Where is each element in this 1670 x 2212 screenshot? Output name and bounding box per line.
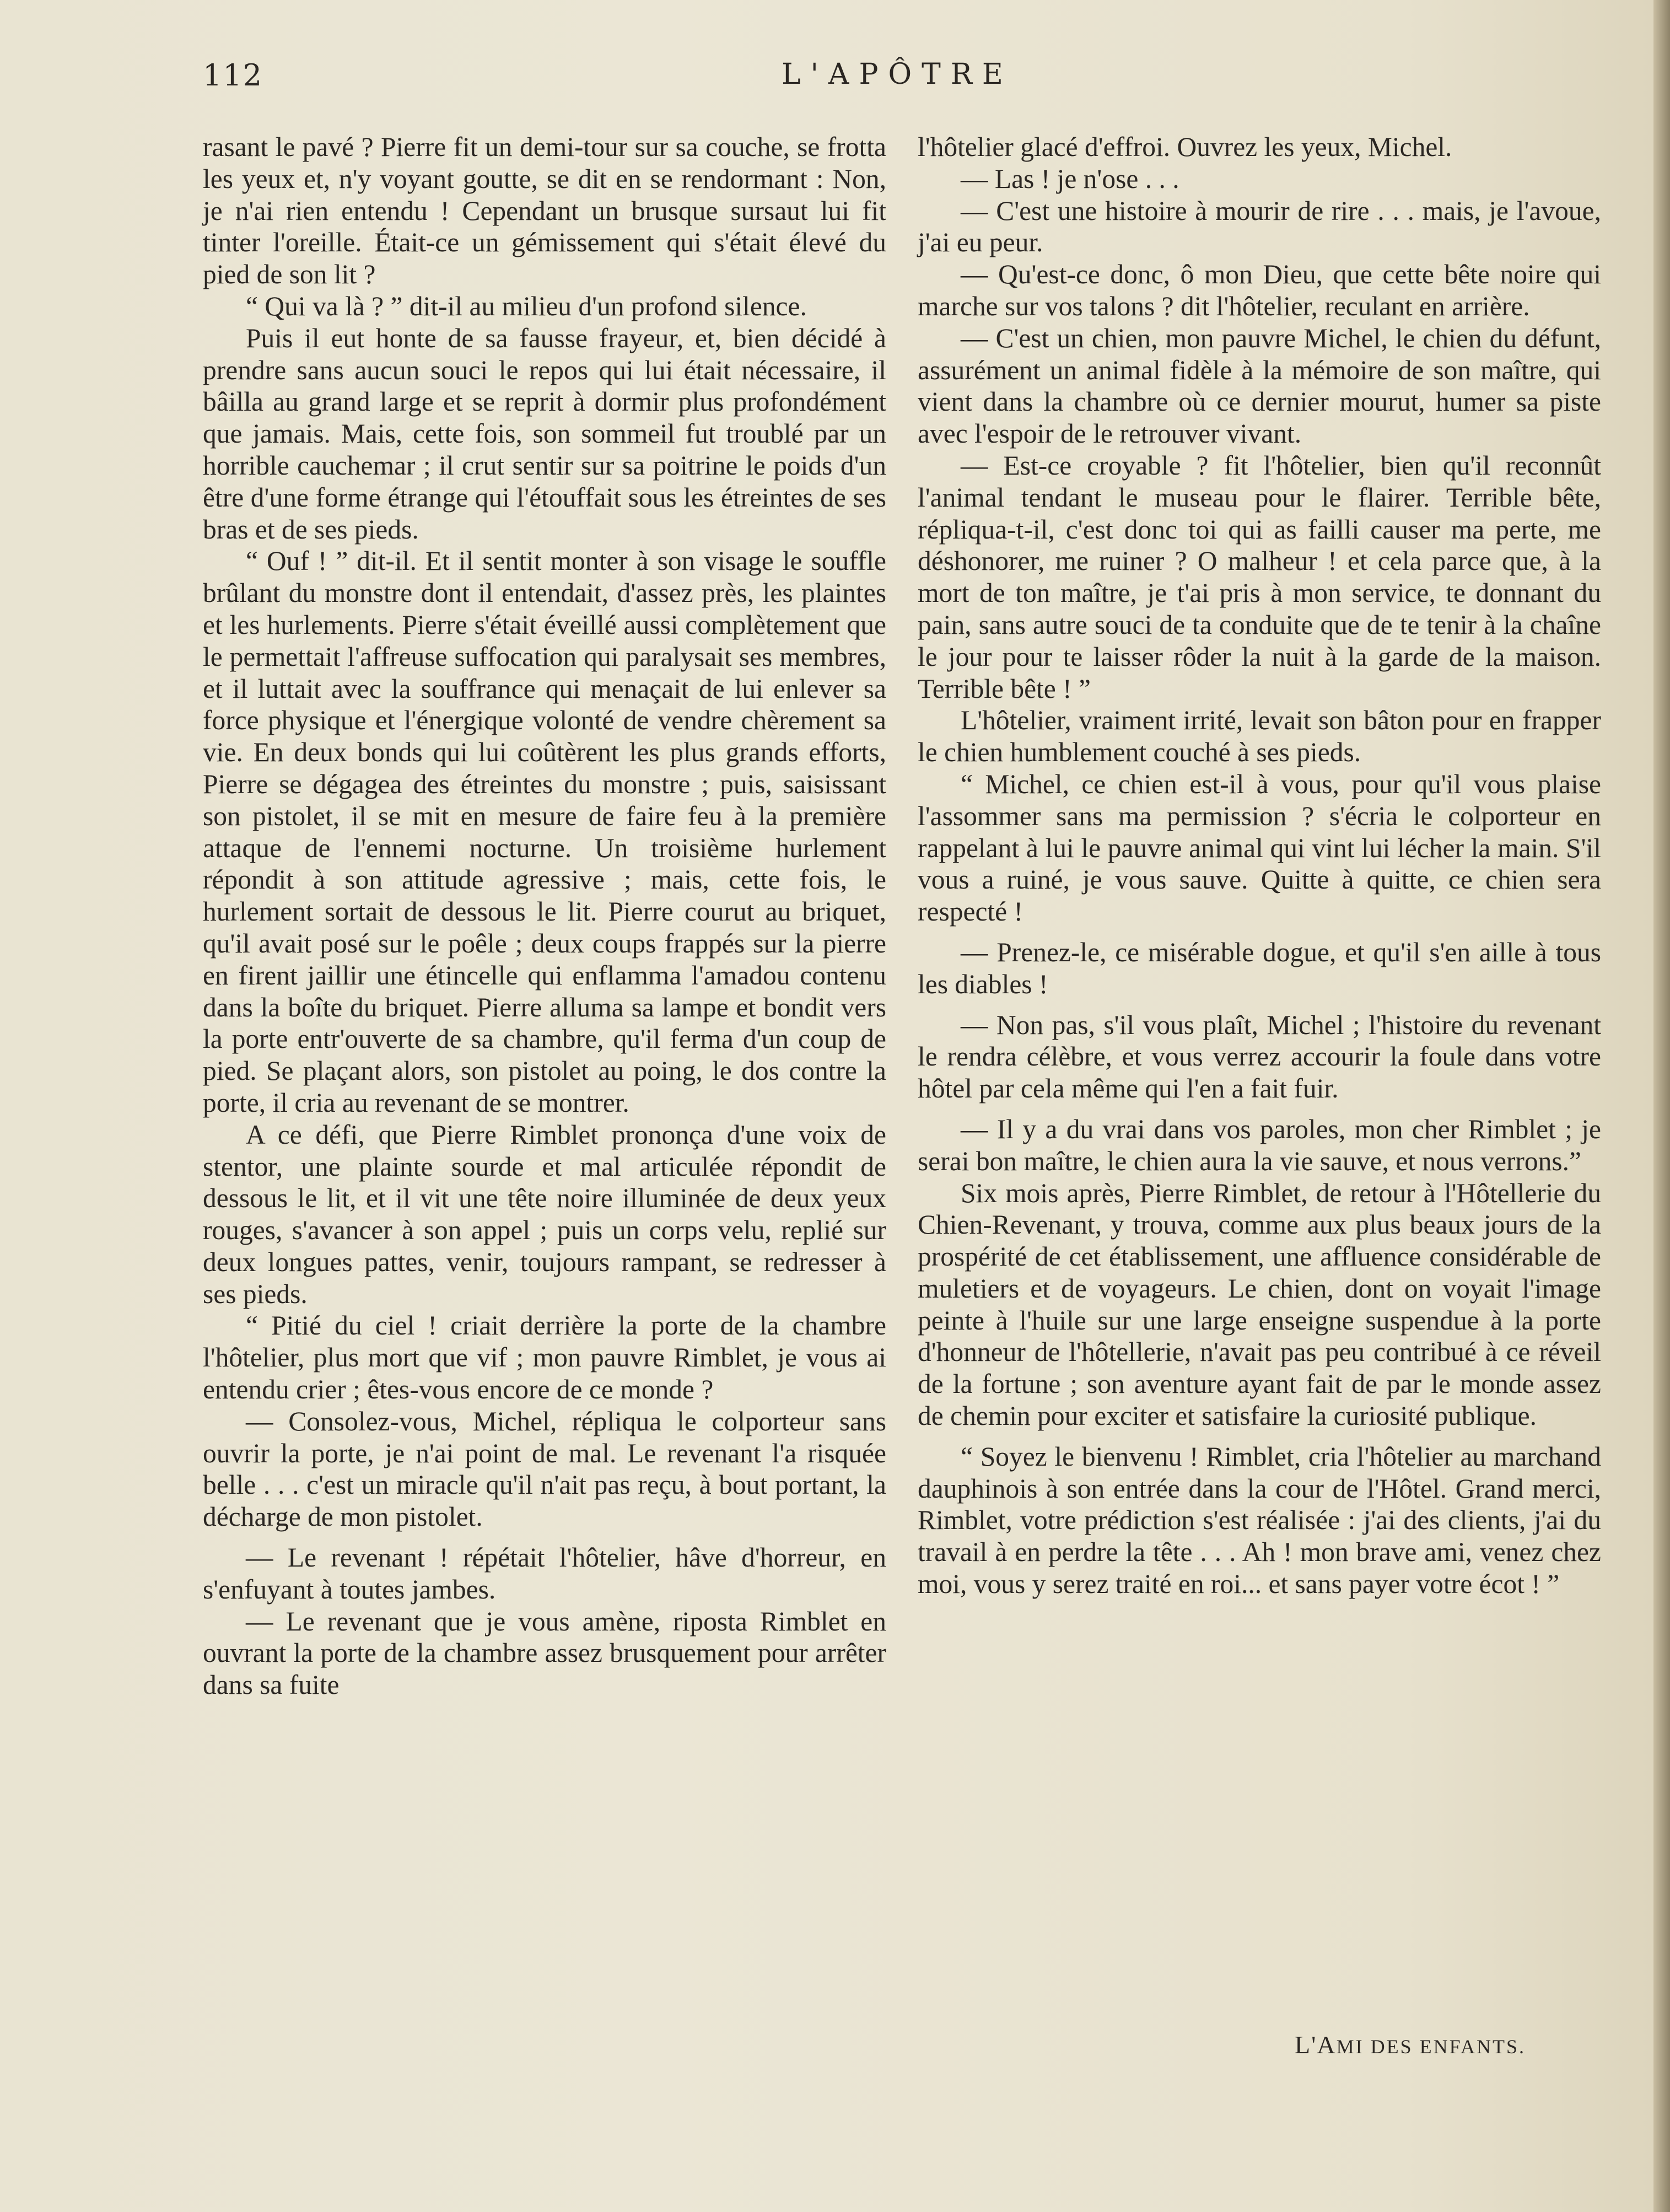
paragraph: — C'est une histoire à mourir de rire . . . mais, je l'avoue, j'ai eu peur. [918,195,1601,258]
paragraph: Six mois après, Pierre Rimblet, de retour à l'Hôtellerie du Chien-Revenant, y trouva, comme aux plus beaux jours de la prospérité de cet établissement, une affluence considérable de muletiers et de voyageurs. Le chien, dont on voyait l'image peinte à l'huile sur une large enseigne suspendue à la porte d'honneur de l'hôtellerie, n'avait pas peu contribué à ce réveil de la fortune ; son aventure ayant fait de par le monde assez de chemin pour exciter et satisfaire la curiosité publique. [918,1177,1601,1431]
paragraph: — Las ! je n'ose . . . [961,163,1179,194]
paragraph: “ Soyez le bienvenu ! Rimblet, cria l'hôtelier au marchand dauphinois à son entrée dans la cour de l'Hôtel. Grand merci, Rimblet, votre prédiction s'est réalisée : j'ai des clients, j'ai du travail à en perdre la tête . . . Ah ! mon brave ami, venez chez moi, vous y serez traité en roi... et sans payer votre écot ! ” [918,1441,1601,1600]
paragraph: — Consolez-vous, Michel, répliqua le colporteur sans ouvrir la porte, je n'ai point de mal. Le revenant l'a risquée belle . . . c'est un miracle qu'il n'ait pas reçu, à bout portant, la décharge de mon pistolet. [203,1406,886,1532]
paragraph: “ Michel, ce chien est-il à vous, pour qu'il vous plaise l'assommer sans ma permission ? s'écria le colporteur en rappelant à lui le pauvre animal qui vint lui lécher la main. S'il vous a ruiné, je vous sauve. Quitte à quitte, ce chien sera respecté ! [918,768,1601,927]
running-title: L'APÔTRE [782,58,1013,91]
page-header [203,58,1592,96]
paragraph: rasant le pavé ? Pierre fit un demi-tour sur sa couche, se frotta les yeux et, n'y voyant goutte, se dit en se rendormant : Non, je n'ai rien entendu ! Cependant un brusque sursaut lui fit tinter l'oreille. Était-ce un gémissement qui s'était élevé du pied de son lit ? [203,132,886,290]
page-number: 112 [203,58,263,93]
paragraph: — C'est un chien, mon pauvre Michel, le chien du défunt, assurément un animal fidèle à la mémoire de son maître, qui vient dans la chambre où ce dernier mourut, humer sa piste avec l'espoir de le retrouver vivant. [918,322,1601,449]
paragraph: — Prenez-le, ce misérable dogue, et qu'il s'en aille à tous les diables ! [918,937,1601,999]
paragraph: — Le revenant que je vous amène, riposta Rimblet en ouvrant la porte de la chambre assez brusquement pour arrêter dans sa fuite [203,1606,886,1700]
paragraph: — Est-ce croyable ? fit l'hôtelier, bien qu'il reconnût l'animal tendant le museau pour le flairer. Terrible bête, répliqua-t-il, c'est donc toi qui as failli causer ma perte, me déshonorer, me ruiner ? O malheur ! et cela parce que, à la mort de ton maître, je t'ai pris à mon service, te donnant du pain, sans autre souci de ta conduite que de te tenir à la chaîne le jour pour te laisser rôder la nuit à la garde de la maison. Terrible bête ! ” [918,450,1601,704]
paragraph: A ce défi, que Pierre Rimblet prononça d'une voix de stentor, une plainte sourde et mal articulée répondit de dessous le lit, et il vit une tête noire illuminée de deux yeux rouges, s'avancer à son appel ; puis un corps velu, replié sur deux longues pattes, venir, toujours rampant, se redresser à ses pieds. [203,1119,886,1309]
paragraph: — Qu'est-ce donc, ô mon Dieu, que cette bête noire qui marche sur vos talons ? dit l'hôtelier, reculant en arrière. [918,259,1601,321]
signature-initial: L'A [1295,2031,1337,2059]
left-column [203,131,886,1701]
paragraph: l'hôtelier glacé d'effroi. Ouvrez les yeux, Michel. [918,132,1452,162]
paragraph: “ Ouf ! ” dit-il. Et il sentit monter à son visage le souffle brûlant du monstre dont il entendait, d'assez près, les plaintes et les hurlements. Pierre s'était éveillé aussi complètement que le permettait l'affreuse suffocation qui paralysait ses membres, et il luttait avec la souffrance qui menaçait de lui enlever sa force physique et l'énergique volonté de vendre chèrement sa vie. En deux bonds qui lui coûtèrent les plus grands efforts, Pierre se dégagea des étreintes du monstre ; puis, saisissant son pistolet, il se mit en mesure de faire feu à la première attaque de l'ennemi nocturne. Un troisième hurlement répondit à son attitude agressive ; mais, cette fois, le hurlement sortait de dessous le lit. Pierre courut au briquet, qu'il avait posé sur le poêle ; deux coups frappés sur la pierre en firent jaillir une étincelle qui enflamma l'amadou contenu dans la boîte du briquet. Pierre alluma sa lampe et bondit vers la porte entr'ouverte de sa chambre, qu'il ferma d'un coup de pied. Se plaçant alors, son pistolet au poing, le dos contre la porte, il cria au revenant de se montrer. [203,546,886,1118]
paragraph: “ Pitié du ciel ! criait derrière la porte de la chambre l'hôtelier, plus mort que vif ; mon pauvre Rimblet, je vous ai entendu crier ; êtes-vous encore de ce monde ? [203,1310,886,1405]
page-edge [1653,0,1670,2212]
signature [1295,2030,1526,2059]
paragraph: “ Qui va là ? ” dit-il au milieu d'un profond silence. [246,290,807,321]
paragraph: — Il y a du vrai dans vos paroles, mon cher Rimblet ; je serai bon maître, le chien aura la vie sauve, et nous verrons.” [918,1113,1601,1176]
right-column [918,131,1601,1600]
paragraph: — Non pas, s'il vous plaît, Michel ; l'histoire du revenant le rendra célèbre, et vous verrez accourir la foule dans votre hôtel par cela même qui l'en a fait fuir. [918,1009,1601,1104]
paragraph: L'hôtelier, vraiment irrité, levait son bâton pour en frapper le chien humblement couché à ses pieds. [918,705,1601,768]
signature-smallcaps: MI DES ENFANTS. [1336,2036,1526,2058]
paragraph: — Le revenant ! répétait l'hôtelier, hâve d'horreur, en s'enfuyant à toutes jambes. [203,1542,886,1605]
paragraph: Puis il eut honte de sa fausse frayeur, et, bien décidé à prendre sans aucun souci le repos qui lui était nécessaire, il bâilla au grand large et se reprit à dormir plus profondément que jamais. Mais, cette fois, son sommeil fut troublé par un horrible cauchemar ; il crut sentir sur sa poitrine le poids d'un être d'une forme étrange qui l'étouffait sous les étreintes de ses bras et de ses pieds. [203,322,886,545]
